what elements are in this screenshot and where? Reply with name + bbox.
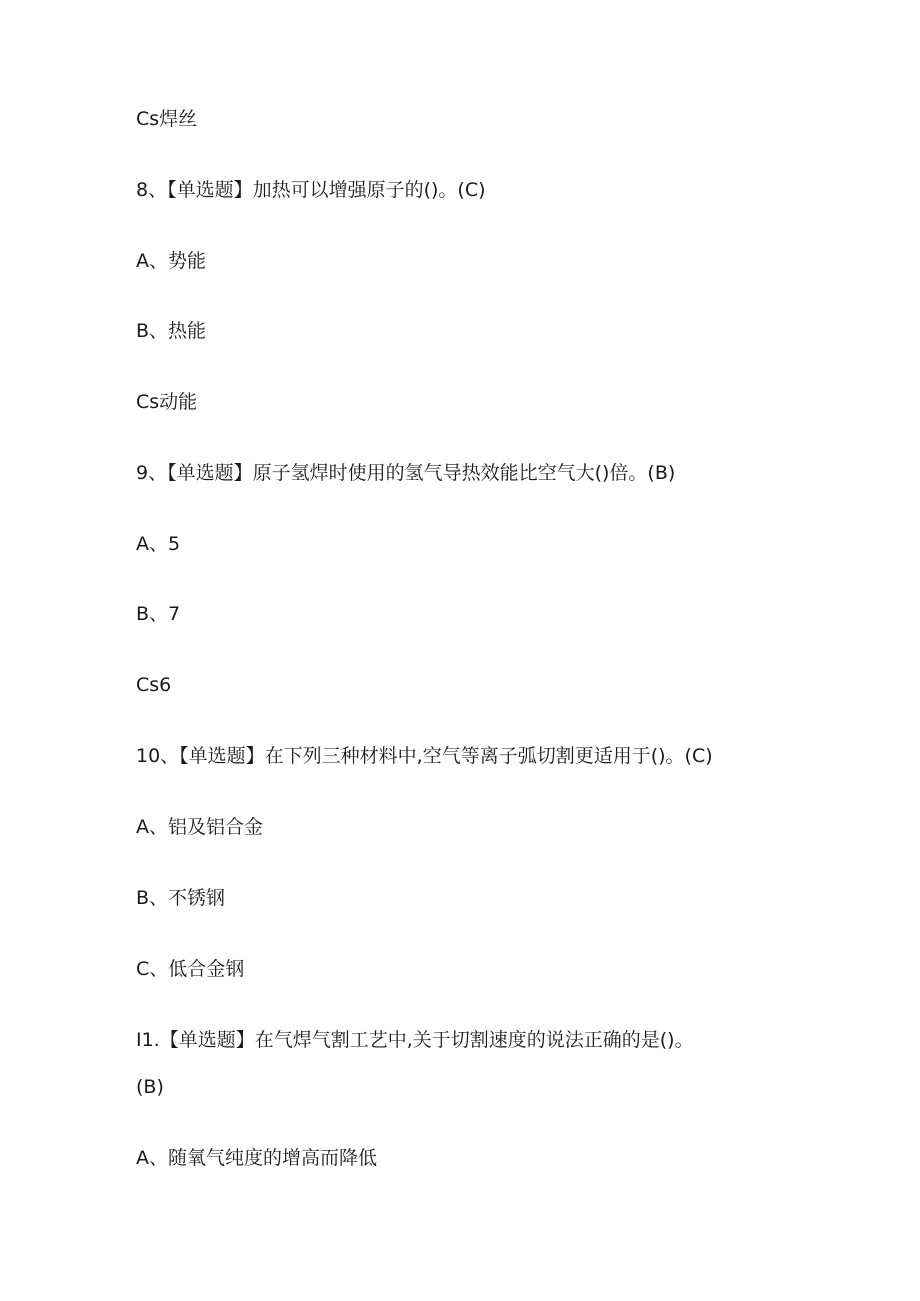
option-b-q8: B、热能 xyxy=(136,320,207,342)
question-11-answer: (B) xyxy=(136,1076,164,1098)
option-c-q10: C、低合金钢 xyxy=(136,958,245,980)
option-a-q9: A、5 xyxy=(136,533,181,555)
option-b-q10: B、不锈钢 xyxy=(136,887,226,909)
option-c-q7: Cs焊丝 xyxy=(136,108,198,130)
question-11: I1.【单选题】在气焊气割工艺中,关于切割速度的说法正确的是()。 xyxy=(136,1029,694,1051)
option-a-q8: A、势能 xyxy=(136,250,206,272)
question-10: 10、【单选题】在下列三种材料中,空气等离子弧切割更适用于()。(C) xyxy=(136,745,713,767)
option-a-q11: A、随氧气纯度的增高而降低 xyxy=(136,1147,377,1169)
question-8: 8、【单选题】加热可以增强原子的()。(C) xyxy=(136,179,486,201)
option-c-q8: Cs动能 xyxy=(136,391,198,413)
option-c-q9: Cs6 xyxy=(136,674,172,696)
option-a-q10: A、铝及铝合金 xyxy=(136,816,263,838)
question-9: 9、【单选题】原子氢焊时使用的氢气导热效能比空气大()倍。(B) xyxy=(136,462,676,484)
option-b-q9: B、7 xyxy=(136,603,181,625)
